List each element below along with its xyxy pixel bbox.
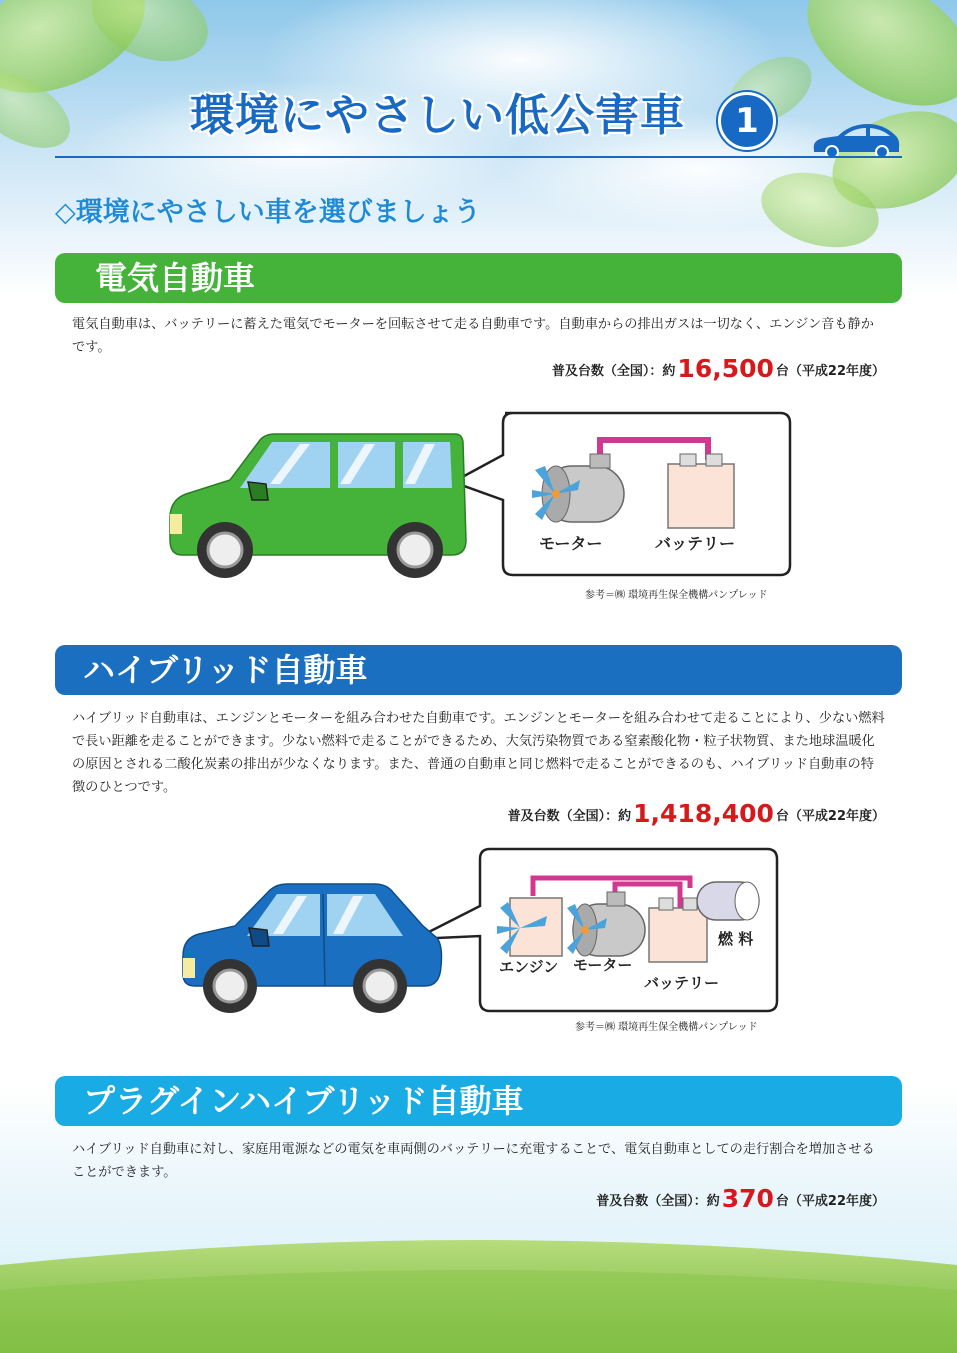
car-silhouette-icon [810, 118, 902, 158]
section-desc-ev: 電気自動車は、バッテリーに蓄えた電気でモーターを回転させて走る自動車です。自動車からの排出ガスは一切なく、エンジン音も静かです。 [72, 317, 874, 355]
section-subtitle: ◇環境にやさしい車を選びましょう [55, 197, 481, 228]
reference-note: 参考＝㈱ 環境再生保全機構パンプレッド [575, 1022, 758, 1033]
label-motor: モーター [539, 534, 603, 553]
label-fuel: 燃 料 [718, 930, 754, 948]
label-battery: バッテリー [644, 974, 720, 992]
section-heading-phev: プラグインハイブリッド自動車 [55, 1076, 902, 1126]
stat-suffix: 台（平成22年度） [775, 1194, 885, 1209]
stat-phev [596, 1184, 885, 1213]
stat-prefix: 普及台数（全国）：約 [507, 809, 632, 824]
section-desc-phev: ハイブリッド自動車に対し、家庭用電源などの電気を車両側のバッテリーに充電することで、電気自動車としての走行割合を増加させることができます。 [72, 1142, 875, 1180]
section-heading-hybrid: ハイブリッド自動車 [55, 645, 902, 695]
label-battery: バッテリー [655, 534, 736, 553]
stat-prefix: 普及台数（全国）：約 [596, 1194, 720, 1209]
label-engine: エンジン [499, 958, 559, 976]
hybrid-car-illustration [175, 846, 785, 1021]
section-heading-ev: 電気自動車 [55, 253, 902, 303]
title-divider [55, 156, 902, 158]
ev-car-illustration [160, 410, 800, 590]
title-number-badge: 1 [718, 92, 776, 150]
stat-value: 1,418,400 [633, 799, 774, 828]
stat-suffix: 台（平成22年度） [775, 809, 885, 824]
stat-prefix: 普及台数（全国）：約 [551, 364, 676, 379]
stat-hybrid [508, 799, 885, 828]
page-title: 環境にやさしい低公害車 [190, 90, 685, 141]
section-desc-hybrid: ハイブリッド自動車は、エンジンとモーターを組み合わせた自動車です。エンジンとモーターを組み合わせて走ることにより、少ない燃料で長い距離を走ることができます。少ない燃料で走ることができるため、大気汚染物質である窒素酸化物・粒子状物質、また地球温暖化の原因とされる二酸化炭素の排出が少なくなります。また、普通の自動車と同じ燃料で走ることができるのも、ハイブリッド自動車の特徴のひとつです。 [72, 711, 885, 795]
label-motor: モーター [573, 956, 633, 974]
stat-ev [552, 354, 885, 383]
reference-note: 参考＝㈱ 環境再生保全機構パンプレッド [585, 590, 768, 601]
stat-value: 16,500 [677, 354, 774, 383]
stat-suffix: 台（平成22年度） [775, 364, 885, 379]
stat-value: 370 [721, 1184, 774, 1213]
